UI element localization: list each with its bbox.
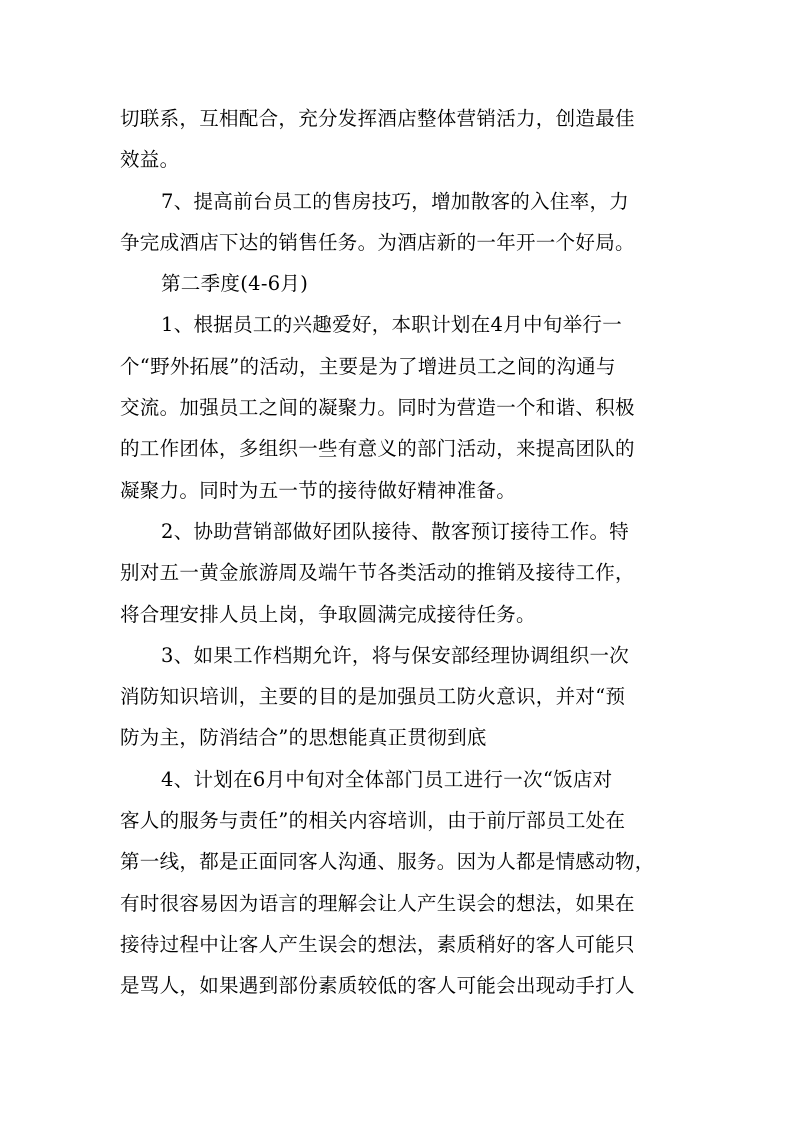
text-line: 防为主，防消结合”的思想能真正贯彻到底 — [120, 726, 487, 750]
section-heading: 第二季度(4-6月) — [161, 272, 309, 296]
text-line: 的工作团体，多组织一些有意义的部门活动，来提高团队的 — [120, 437, 635, 461]
text-line: 争完成酒店下达的销售任务。为酒店新的一年开一个好局。 — [120, 230, 635, 254]
text-line: 将合理安排人员上岗，争取圆满完成接待任务。 — [120, 602, 536, 626]
text-line: 凝聚力。同时为五一节的接待做好精神准备。 — [120, 478, 517, 502]
text-line: 1、根据员工的兴趣爱好，本职计划在4月中旬举行一 — [161, 313, 623, 337]
text-line: 切联系，互相配合，充分发挥酒店整体营销活力，创造最佳 — [120, 107, 635, 130]
document-body — [120, 98, 680, 1007]
paragraph-item-1 — [120, 304, 680, 510]
text-line: 消防知识培训，主要的目的是加强员工防火意识，并对“预 — [120, 685, 626, 709]
paragraph-item-7 — [120, 181, 680, 264]
text-line: 客人的服务与责任”的相关内容培训，由于前厅部员工处在 — [120, 809, 626, 833]
text-line: 别对五一黄金旅游周及端午节各类活动的推销及接待工作， — [120, 561, 635, 585]
section-heading-q2 — [120, 263, 680, 304]
text-line: 是骂人，如果遇到部份素质较低的客人可能会出现动手打人 — [120, 974, 635, 998]
paragraph-continuation — [120, 98, 680, 181]
text-line: 交流。加强员工之间的凝聚力。同时为营造一个和谐、积极 — [120, 396, 635, 420]
text-line: 效益。 — [120, 148, 180, 172]
text-line: 3、如果工作档期允许，将与保安部经理协调组织一次 — [161, 643, 630, 667]
text-line: 第一线，都是正面同客人沟通、服务。因为人都是情感动物， — [120, 850, 655, 874]
paragraph-item-3 — [120, 635, 680, 759]
text-line: 有时很容易因为语言的理解会让人产生误会的想法，如果在 — [120, 891, 635, 915]
paragraph-item-4 — [120, 759, 680, 1007]
text-line: 7、提高前台员工的售房技巧，增加散客的入住率，力 — [161, 189, 630, 213]
text-line: 接待过程中让客人产生误会的想法，素质稍好的客人可能只 — [120, 932, 635, 956]
text-line: 4、计划在6月中旬对全体部门员工进行一次“饭店对 — [161, 767, 613, 791]
paragraph-item-2 — [120, 511, 680, 635]
text-line: 2、协助营销部做好团队接待、散客预订接待工作。特 — [161, 519, 630, 543]
text-line: 个“野外拓展”的活动，主要是为了增进员工之间的沟通与 — [120, 354, 616, 378]
